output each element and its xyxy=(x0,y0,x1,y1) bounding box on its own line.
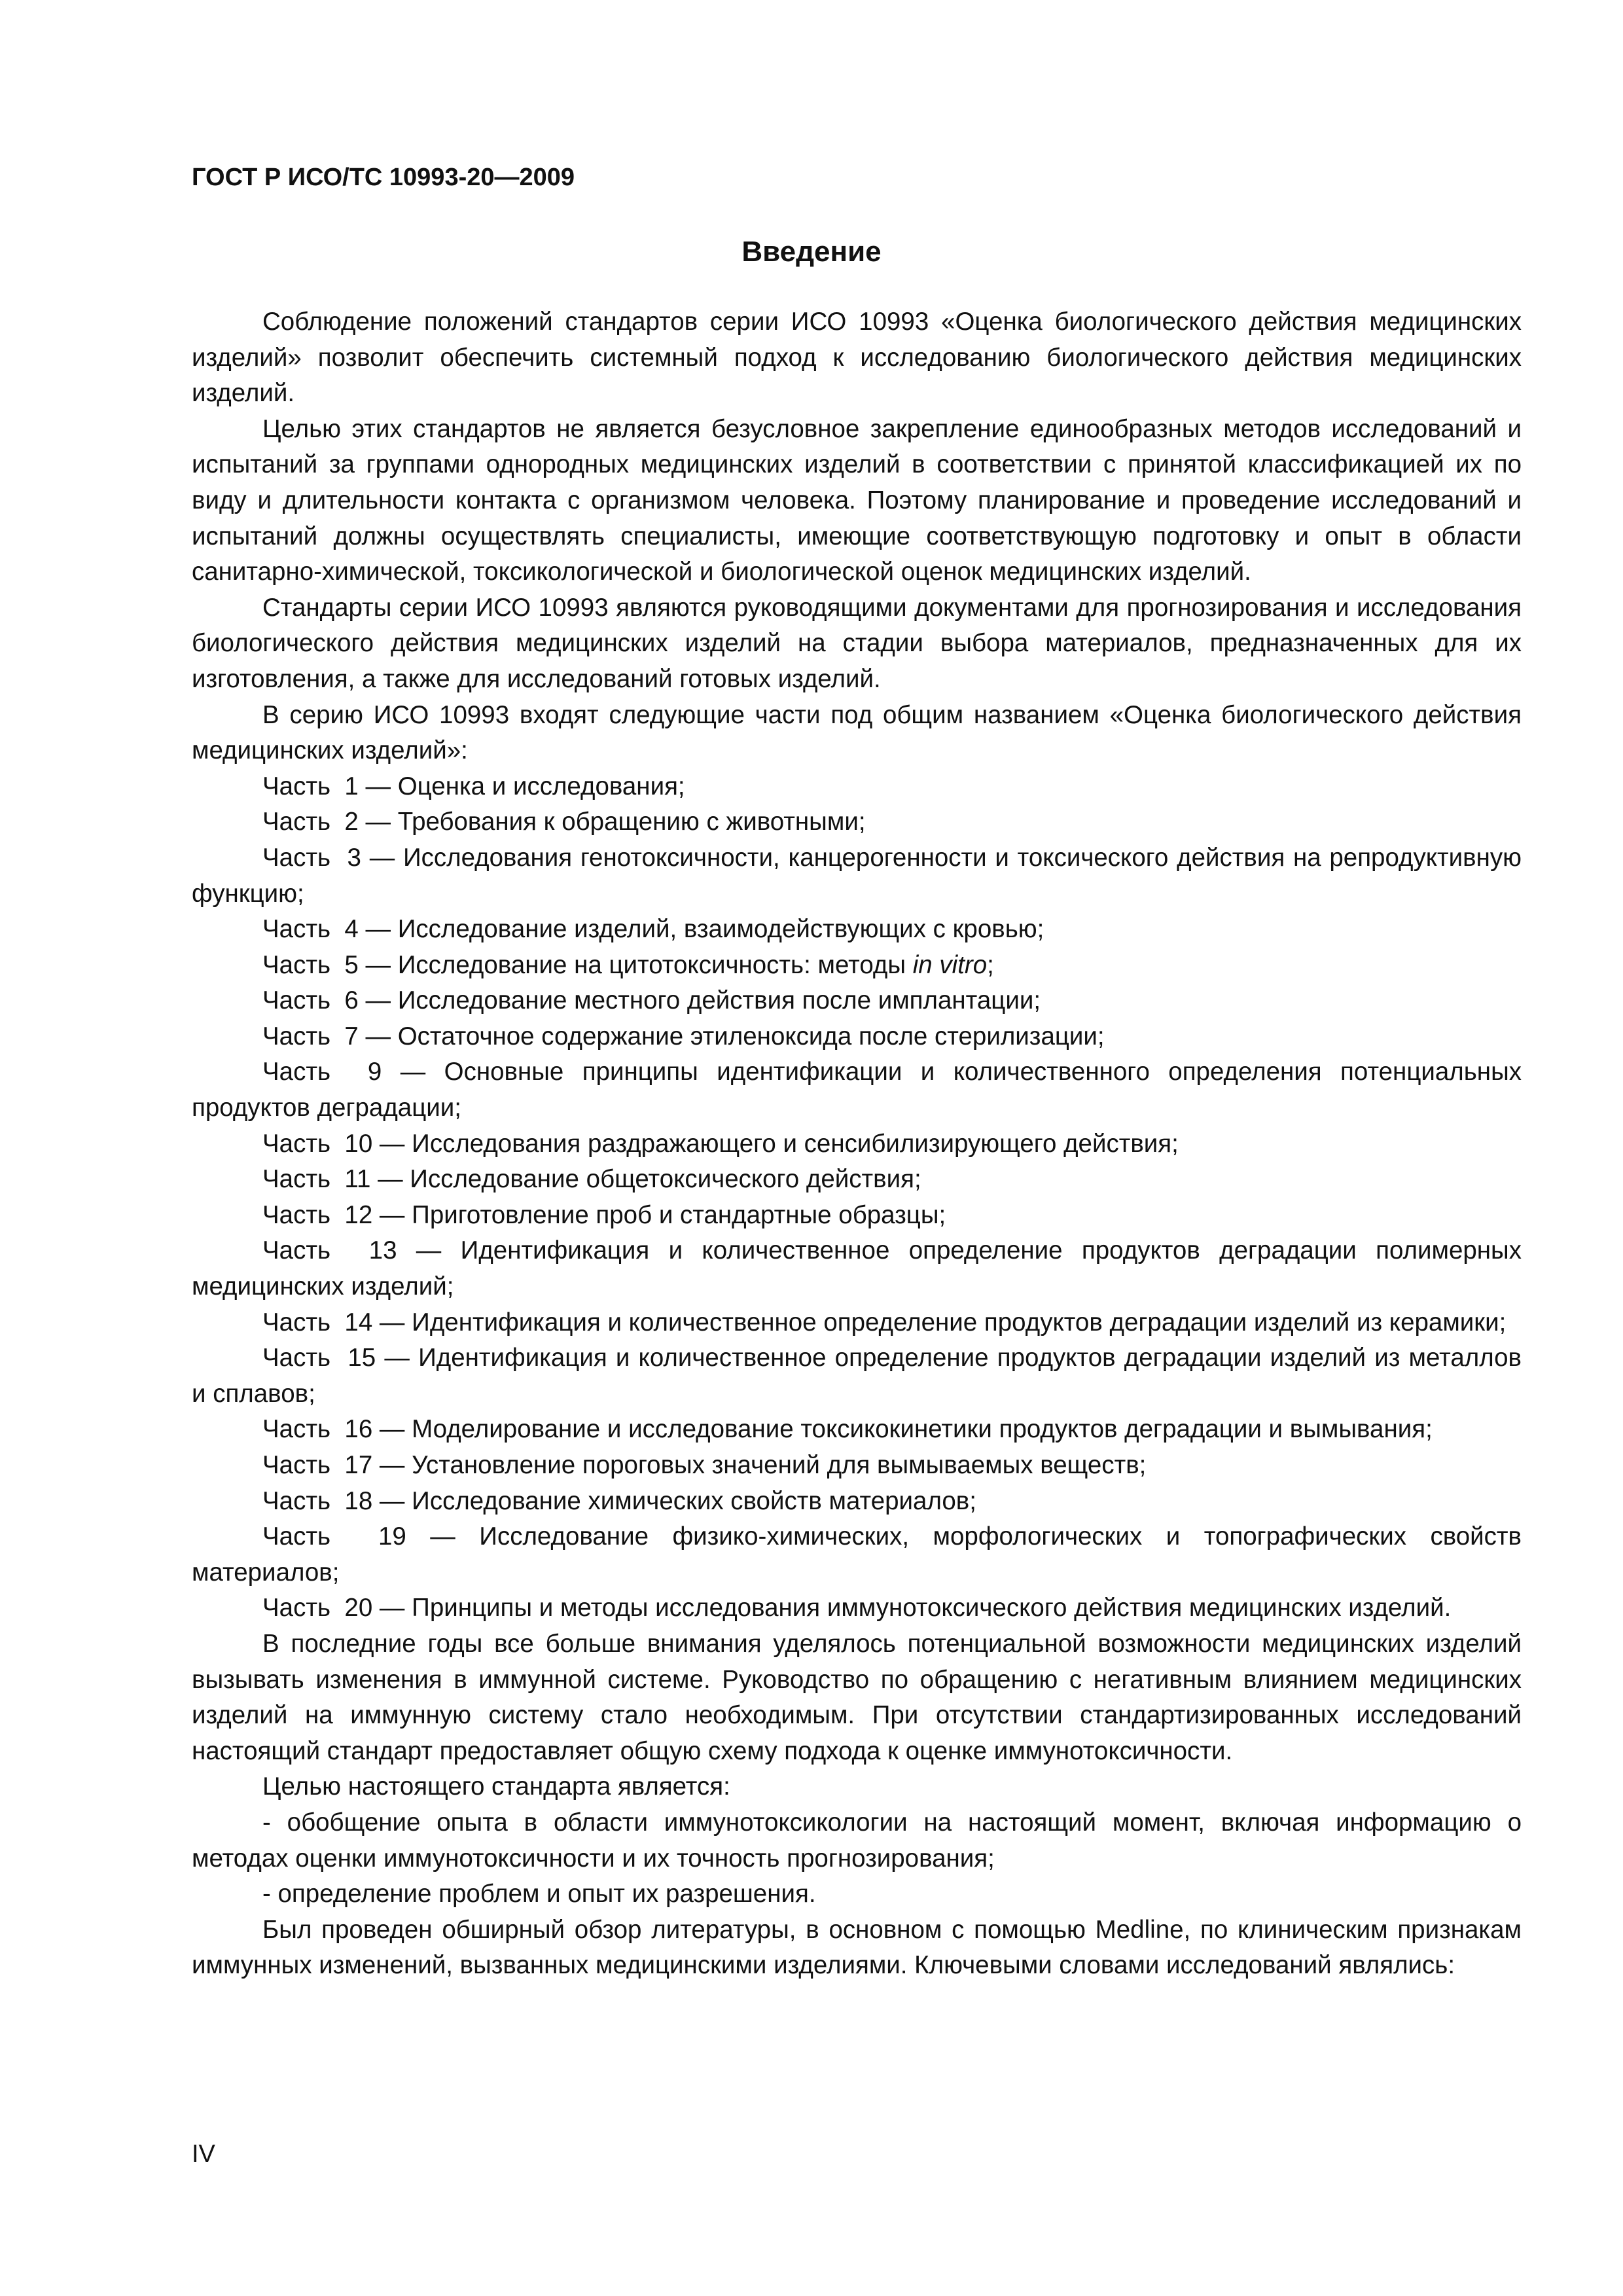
list-item xyxy=(192,1019,1522,1055)
list-item xyxy=(192,1590,1522,1626)
part-title-tail: ; xyxy=(987,950,994,979)
list-item xyxy=(192,1162,1522,1198)
part-number: Часть 10 — xyxy=(262,1129,405,1158)
part-number: Часть 12 — xyxy=(262,1200,405,1229)
part-number: Часть 2 — xyxy=(262,808,391,836)
part-title: Идентификация и количественное определение продуктов деградации изделий из металлов и сплавов; xyxy=(192,1344,1522,1408)
part-title: Идентификация и количественное определение продуктов деградации полимерных медицинских изделий; xyxy=(192,1236,1522,1301)
intro-paragraphs xyxy=(192,304,1522,769)
paragraph: В последние годы все больше внимания уделялось потенциальной возможности медицинских изделий вызывать изменения в иммунной системе. Руководство по обращению с негативным влиянием медицинских изделий на иммунную систему стало необходимым. При отсутствии стандартизированных исследований настоящий стандарт предоставляет общую схему подхода к оценке иммунотоксичности. xyxy=(192,1629,1522,1765)
part-number: Часть 7 — xyxy=(262,1022,391,1050)
part-number: Часть 19 — xyxy=(262,1522,455,1551)
part-title: Идентификация и количественное определение продуктов деградации изделий из керамики; xyxy=(412,1308,1507,1336)
part-number: Часть 9 — xyxy=(262,1058,426,1086)
paragraph: В серию ИСО 10993 входят следующие части под общим названием «Оценка биологического действия медицинских изделий»: xyxy=(192,700,1522,765)
part-title: Исследование общетоксического действия; xyxy=(410,1165,921,1194)
part-title: Исследования генотоксичности, канцерогенности и токсического действия на репродуктивную функцию; xyxy=(192,843,1522,908)
parts-list xyxy=(192,769,1522,1626)
list-item xyxy=(192,804,1522,840)
list-item xyxy=(192,1448,1522,1484)
part-number: Часть 1 — xyxy=(262,772,391,800)
list-item xyxy=(192,983,1522,1019)
part-title: Исследование на цитотоксичность: методы xyxy=(397,950,906,979)
paragraph: Целью этих стандартов не является безусловное закрепление единообразных методов исследований и испытаний за группами однородных медицинских изделий в соответствии с принятой классификацией их по виду и длительности контакта с организмом человека. Поэтому планирование и проведение исследований и испытаний должны осуществлять специалисты, имеющие соответствующую подготовку и опыт в области санитарно-химической, токсикологической и биологической оценок медицинских изделий. xyxy=(192,414,1522,586)
part-number: Часть 4 — xyxy=(262,915,391,944)
list-item xyxy=(192,1305,1522,1341)
part-number: Часть 3 — xyxy=(262,843,395,872)
part-title: Исследования раздражающего и сенсибилизирующего действия; xyxy=(412,1129,1179,1158)
part-number: Часть 16 — xyxy=(262,1415,405,1444)
paragraph: Целью настоящего стандарта является: xyxy=(262,1772,730,1801)
part-number: Часть 18 — xyxy=(262,1486,405,1515)
part-number: Часть 17 — xyxy=(262,1451,405,1479)
part-number: Часть 14 — xyxy=(262,1308,405,1336)
part-number: Часть 5 — xyxy=(262,950,391,979)
part-title: Исследование местного действия после имплантации; xyxy=(397,986,1041,1015)
list-item xyxy=(192,769,1522,805)
paragraph: Соблюдение положений стандартов серии ИСО 10993 «Оценка биологического действия медицинских изделий» позволит обеспечить системный подход к исследованию биологического действия медицинских изделий. xyxy=(192,308,1522,408)
part-number: Часть 11 — xyxy=(262,1165,403,1194)
part-title: Установление пороговых значений для вымываемых веществ; xyxy=(412,1451,1147,1479)
part-title: Принципы и методы исследования иммунотоксического действия медицинских изделий. xyxy=(412,1594,1452,1623)
list-item xyxy=(192,912,1522,948)
part-title: Исследование химических свойств материалов; xyxy=(412,1486,976,1515)
paragraph: Был проведен обширный обзор литературы, в основном с помощью Medline, по клиническим признакам иммунных изменений, вызванных медицинскими изделиями. Ключевыми словами исследований являлись: xyxy=(192,1915,1522,1980)
part-title: Моделирование и исследование токсикокинетики продуктов деградации и вымывания; xyxy=(412,1415,1433,1444)
outro-paragraphs xyxy=(192,1626,1522,1984)
list-item xyxy=(192,1233,1522,1304)
page-number: IV xyxy=(192,2140,215,2168)
part-number: Часть 15 — xyxy=(262,1344,410,1372)
list-item xyxy=(192,1484,1522,1520)
part-title: Оценка и исследования; xyxy=(397,772,685,800)
part-title: Исследование физико-химических, морфологических и топографических свойств материалов; xyxy=(192,1522,1522,1587)
document-header: ГОСТ Р ИСО/ТС 10993-20—2009 xyxy=(192,164,575,191)
list-item xyxy=(192,1198,1522,1234)
list-item xyxy=(192,1412,1522,1448)
paragraph: - обобщение опыта в области иммунотоксикологии на настоящий момент, включая информацию о методах оценки иммунотоксичности и их точность прогнозирования; xyxy=(192,1808,1522,1873)
part-title: Исследование изделий, взаимодействующих с кровью; xyxy=(397,915,1044,944)
part-number: Часть 13 — xyxy=(262,1236,442,1265)
list-item xyxy=(192,948,1522,984)
list-item xyxy=(192,1340,1522,1412)
part-number: Часть 20 — xyxy=(262,1594,405,1623)
part-title: Остаточное содержание этиленоксида после стерилизации; xyxy=(397,1022,1105,1050)
paragraph: Стандарты серии ИСО 10993 являются руководящими документами для прогнозирования и исследования биологического действия медицинских изделий на стадии выбора материалов, предназначенных для их изготовления, а также для исследований готовых изделий. xyxy=(192,593,1522,693)
document-body xyxy=(192,304,1522,1984)
part-title: Основные принципы идентификации и количественного определения потенциальных продуктов деградации; xyxy=(192,1058,1522,1122)
list-item xyxy=(192,1126,1522,1162)
paragraph: - определение проблем и опыт их разрешения. xyxy=(262,1880,816,1909)
part-title: Требования к обращению с животными; xyxy=(397,808,866,836)
section-title: Введение xyxy=(741,236,882,268)
list-item xyxy=(192,1519,1522,1590)
part-title-italic: in vitro xyxy=(912,950,988,979)
part-title: Приготовление проб и стандартные образцы; xyxy=(412,1200,946,1229)
list-item xyxy=(192,840,1522,912)
part-number: Часть 6 — xyxy=(262,986,391,1015)
list-item xyxy=(192,1054,1522,1126)
